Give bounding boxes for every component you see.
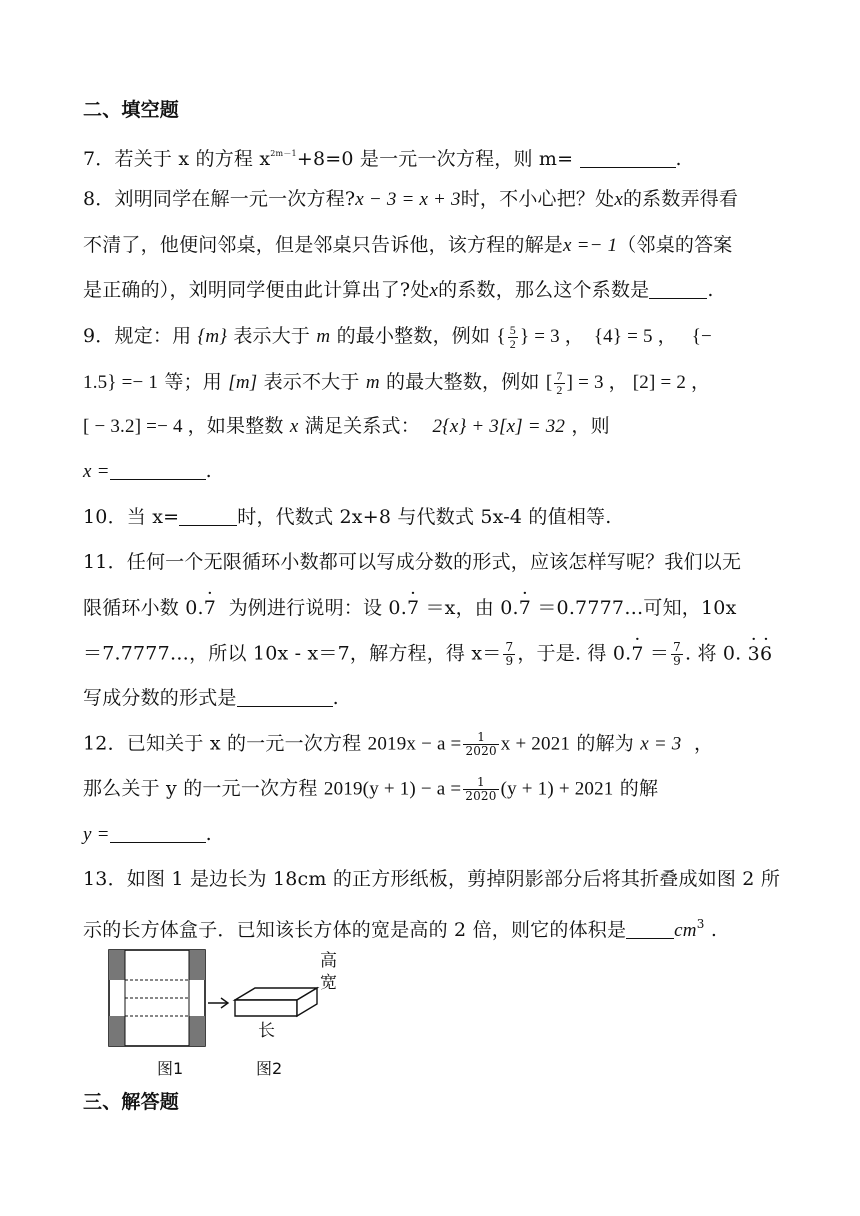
q12-math: y = bbox=[83, 824, 110, 845]
fraction bbox=[503, 641, 515, 668]
fraction-denominator: 2 bbox=[509, 337, 516, 352]
fraction bbox=[508, 324, 518, 351]
repeating-digit: · 7 bbox=[204, 596, 216, 620]
q8-answer-blank[interactable] bbox=[649, 280, 707, 299]
arrow-icon bbox=[208, 998, 228, 1008]
fraction-denominator: 2 bbox=[556, 383, 563, 398]
q11-text: . 将 0. bbox=[684, 642, 742, 665]
repeating-digit: · 7 bbox=[631, 642, 643, 666]
fraction bbox=[463, 776, 498, 803]
fraction-numerator: 1 bbox=[463, 731, 498, 745]
question-8-line-2 bbox=[83, 233, 733, 258]
figure-2-box bbox=[235, 988, 317, 1016]
q12-text: 的解为 bbox=[576, 732, 634, 755]
fraction-denominator: 9 bbox=[505, 654, 514, 668]
repeating-digit: · 6 bbox=[760, 642, 772, 666]
q8-end: . bbox=[707, 279, 714, 301]
q8-text: 8．刘明同学在解一元一次方程? bbox=[83, 188, 356, 210]
q11-text: ＝x，由 0. bbox=[425, 597, 519, 619]
q9-example-1: { $\frac{5}{2}$ } = 3 ， {4} = 5 ， {− bbox=[496, 323, 712, 352]
q8-variable: x bbox=[429, 280, 439, 301]
question-8-line-1 bbox=[83, 187, 738, 212]
height-label: 高 bbox=[320, 951, 337, 971]
q7-exponent: 2m－1 bbox=[270, 149, 297, 158]
q9-math: {m} bbox=[197, 326, 228, 347]
question-9-line-2 bbox=[83, 370, 710, 397]
q9-text: [ − 3.2] =− 4 ，如果整数 bbox=[83, 416, 284, 437]
question-9-line-1 bbox=[83, 324, 712, 351]
question-11-line-3 bbox=[83, 641, 772, 668]
q12-equation: (y + 1) + 2021 bbox=[500, 778, 614, 800]
q13-end: . bbox=[704, 919, 718, 941]
q10-text: 10．当 x= bbox=[83, 506, 180, 528]
q12-end: . bbox=[205, 823, 212, 845]
q11-text: ＝ bbox=[649, 642, 670, 665]
q8-text: 的系数弄得看 bbox=[622, 188, 739, 210]
figure-1-caption: 图1 bbox=[157, 1059, 184, 1078]
section-title-answer: 三、解答题 bbox=[83, 1091, 180, 1113]
q9-text: 等；用 bbox=[164, 371, 222, 393]
q8-text: 时，不小心把？处 bbox=[460, 188, 615, 210]
q13-unit: cm bbox=[674, 920, 697, 941]
q9-end: . bbox=[205, 460, 212, 482]
q9-example-2: [ $\frac{7}{2}$ ] = 3 ， [2] = 2 ， bbox=[545, 369, 711, 398]
q9-text: 表示大于 bbox=[233, 325, 311, 347]
fraction-denominator: 9 bbox=[673, 654, 681, 668]
q12-solution: x = 3 bbox=[640, 733, 682, 755]
q13-unit-exponent: 3 bbox=[696, 917, 705, 931]
question-12-line-2 bbox=[83, 776, 658, 803]
fraction bbox=[463, 731, 498, 758]
repeating-digit: · 7 bbox=[407, 596, 419, 620]
question-7 bbox=[83, 142, 682, 171]
q8-text: 不清了，他便问邻桌，但是邻桌只告诉他，该方程的解是 bbox=[83, 234, 564, 256]
question-12-line-1 bbox=[83, 731, 713, 758]
q10-answer-blank[interactable] bbox=[179, 507, 237, 526]
q12-answer-blank[interactable] bbox=[110, 824, 206, 843]
q9-math: 1.5} =− 1 bbox=[83, 372, 159, 393]
q13-answer-blank[interactable] bbox=[626, 920, 674, 939]
fraction-numerator: 7 bbox=[556, 369, 563, 384]
q11-answer-blank[interactable] bbox=[237, 688, 333, 707]
q12-text: ， bbox=[693, 732, 714, 755]
question-12-line-3 bbox=[83, 822, 212, 847]
fraction bbox=[671, 641, 683, 668]
q9-math: m bbox=[365, 372, 380, 393]
q7-text-1: 若关于 x 的方程 x bbox=[114, 148, 271, 170]
q9-text: 表示不大于 bbox=[263, 371, 360, 393]
q11-text: ＝0.7777…可知，10x bbox=[537, 597, 737, 619]
fraction-denominator: 2020 bbox=[465, 789, 497, 803]
q11-text: 限循环小数 0. bbox=[83, 597, 204, 619]
q10-text: 时，代数式 2x+8 与代数式 5x-4 的值相等. bbox=[237, 506, 612, 528]
q11-text: ，于是. 得 0. bbox=[517, 642, 632, 665]
q9-math: x = bbox=[83, 461, 110, 482]
q12-equation: 2019(y + 1) − a = bbox=[323, 778, 462, 800]
q11-text: 写成分数的形式是 bbox=[83, 687, 237, 709]
q8-text: 是正确的），刘明同学便由此计算出了?处 bbox=[83, 279, 430, 301]
q9-math: x bbox=[289, 416, 299, 437]
question-10 bbox=[83, 505, 611, 529]
question-11-line-1: 11．任何一个无限循环小数都可以写成分数的形式，应该怎样写呢？我们以无 bbox=[83, 551, 742, 573]
q9-answer-blank[interactable] bbox=[110, 461, 206, 480]
length-label: 长 bbox=[258, 1021, 275, 1041]
q11-text: 为例进行说明：设 0. bbox=[228, 597, 407, 619]
question-9-line-4 bbox=[83, 459, 212, 484]
repeating-digit: · 7 bbox=[519, 596, 531, 620]
fraction-denominator: 2020 bbox=[465, 744, 497, 758]
q7-end: . bbox=[675, 148, 682, 170]
fraction-numerator: 7 bbox=[673, 640, 681, 654]
fraction-numerator: 5 bbox=[509, 323, 516, 338]
figure-2-caption: 图2 bbox=[256, 1059, 283, 1078]
q11-end: . bbox=[332, 687, 339, 709]
q8-variable: x bbox=[614, 189, 623, 210]
q7-number: 7． bbox=[83, 148, 115, 170]
figure-1-square-net bbox=[109, 950, 205, 1046]
question-13-line-1: 13．如图 1 是边长为 18cm 的正方形纸板，剪掉阴影部分后将其折叠成如图 2 所 bbox=[83, 868, 781, 890]
q9-equation: 2{x} + 3[x] = 32 bbox=[432, 416, 566, 437]
fraction bbox=[554, 370, 564, 397]
q8-text: （邻桌的答案 bbox=[617, 234, 733, 256]
repeating-digit: · 3 bbox=[748, 642, 760, 666]
question-11-line-4 bbox=[83, 686, 339, 710]
q8-equation: x − 3 = x + 3 bbox=[355, 189, 461, 210]
q9-text: 9．规定：用 bbox=[83, 325, 192, 347]
question-9-line-3 bbox=[83, 414, 610, 439]
q12-equation: 2019x − a = bbox=[367, 733, 462, 755]
q9-math: [m] bbox=[228, 372, 258, 393]
q11-text: ＝7.7777…，所以 10x - x＝7，解方程，得 x＝ bbox=[83, 642, 502, 665]
q7-text-2: +8=0 是一元一次方程，则 m= bbox=[296, 148, 580, 170]
q12-text: 12．已知关于 x 的一元一次方程 bbox=[83, 732, 362, 755]
q13-text: 示的长方体盒子．已知该长方体的宽是高的 2 倍，则它的体积是 bbox=[83, 919, 627, 941]
q9-math: = 3 ， [2] = 2 ， bbox=[578, 372, 711, 393]
question-13-line-2 bbox=[83, 912, 717, 943]
fraction-numerator: 7 bbox=[505, 640, 514, 654]
q9-math: m bbox=[316, 326, 331, 347]
fraction-numerator: 1 bbox=[463, 776, 498, 790]
q12-text: 的解 bbox=[619, 777, 659, 800]
question-11-line-2 bbox=[83, 596, 737, 620]
section-title-fill-blank: 二、填空题 bbox=[83, 99, 180, 121]
width-label: 宽 bbox=[320, 973, 337, 993]
q9-text: 满足关系式： bbox=[304, 415, 420, 437]
question-8-line-3 bbox=[83, 278, 714, 303]
q8-text: 的系数，那么这个系数是 bbox=[438, 279, 650, 301]
q9-text: ，则 bbox=[571, 415, 610, 437]
q8-solution: x =− 1 bbox=[563, 235, 618, 256]
q9-text: 的最小整数，例如 bbox=[336, 325, 491, 347]
q7-answer-blank[interactable] bbox=[580, 149, 676, 168]
q12-equation: x + 2021 bbox=[500, 733, 571, 755]
q12-text: 那么关于 y 的一元一次方程 bbox=[83, 777, 318, 800]
q9-text: 的最大整数，例如 bbox=[386, 371, 540, 393]
